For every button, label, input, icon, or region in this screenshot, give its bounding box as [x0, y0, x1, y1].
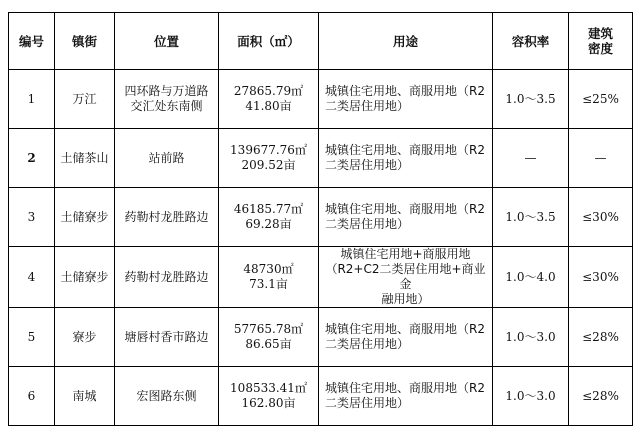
cell-use [319, 308, 493, 367]
cell-use [319, 188, 493, 247]
cell-town: 万江 [55, 70, 115, 129]
cell-id: 3 [9, 188, 55, 247]
cell-town: 土储寮步 [55, 247, 115, 308]
use-line: 二类居住用地） [325, 99, 410, 113]
area-m2: 57765.78㎡ [233, 322, 304, 336]
use-line: 城镇住宅用地、商服用地（R2 [325, 202, 485, 216]
header-location: 位置 [115, 13, 219, 70]
cell-town: 土储寮步 [55, 188, 115, 247]
header-row [9, 13, 633, 70]
use-line: 融用地） [381, 292, 430, 306]
cell-density: ≤30% [569, 247, 633, 308]
location-line: 站前路 [148, 150, 185, 165]
cell-far: 1.0～3.0 [493, 308, 569, 367]
cell-far: 1.0～3.5 [493, 188, 569, 247]
area-m2: 48730㎡ [243, 262, 294, 276]
use-line: 二类居住用地） [325, 337, 410, 351]
header-use: 用途 [319, 13, 493, 70]
header-far: 容积率 [493, 13, 569, 70]
cell-use [319, 70, 493, 129]
location-line: 药勒村龙胜路边 [124, 269, 209, 284]
use-line: 二类居住用地） [325, 217, 410, 231]
location-line: 交汇处东南侧 [130, 99, 203, 113]
table-row [9, 129, 633, 188]
land-parcel-table [8, 12, 633, 426]
cell-area [219, 188, 319, 247]
cell-town: 寮步 [55, 308, 115, 367]
use-line: 城镇住宅用地、商服用地（R2 [325, 84, 485, 98]
cell-area [219, 129, 319, 188]
header-density-line-1: 建筑 [587, 26, 613, 41]
cell-id: 4 [9, 247, 55, 308]
area-m2: 108533.41㎡ [230, 381, 307, 395]
cell-id: 1 [9, 70, 55, 129]
cell-area [219, 308, 319, 367]
use-line: （R2+C2二类居住用地+商业金 [325, 262, 486, 291]
cell-use [319, 367, 493, 426]
cell-town: 南城 [55, 367, 115, 426]
cell-density: ≤25% [569, 70, 633, 129]
use-line: 二类居住用地） [325, 158, 410, 172]
cell-density: — [569, 129, 633, 188]
area-mu: 69.28亩 [245, 217, 292, 231]
location-line: 塘唇村香市路边 [124, 329, 209, 344]
area-m2: 139677.76㎡ [230, 143, 307, 157]
location-line: 四环路与万道路 [124, 84, 209, 98]
use-line: 城镇住宅用地、商服用地（R2 [325, 381, 485, 395]
cell-location [115, 70, 219, 129]
header-density [569, 13, 633, 70]
cell-density: ≤30% [569, 188, 633, 247]
cell-town: 土储茶山 [55, 129, 115, 188]
cell-use [319, 129, 493, 188]
area-m2: 27865.79㎡ [233, 84, 304, 98]
cell-id: 5 [9, 308, 55, 367]
cell-id: 2 [9, 129, 55, 188]
use-line: 城镇住宅用地+商服用地 [340, 247, 471, 261]
cell-far: 1.0～4.0 [493, 247, 569, 308]
area-mu: 41.80亩 [245, 99, 292, 113]
use-line: 城镇住宅用地、商服用地（R2 [325, 322, 485, 336]
cell-area [219, 247, 319, 308]
area-m2: 46185.77㎡ [233, 202, 304, 216]
use-line: 二类居住用地） [325, 396, 410, 410]
area-mu: 162.80亩 [241, 396, 296, 410]
cell-location [115, 308, 219, 367]
header-area: 面积（㎡） [219, 13, 319, 70]
cell-far: 1.0～3.5 [493, 70, 569, 129]
table-row [9, 308, 633, 367]
cell-density: ≤28% [569, 367, 633, 426]
land-table-container [8, 12, 633, 426]
table-row [9, 247, 633, 308]
cell-far: — [493, 129, 569, 188]
table-row [9, 70, 633, 129]
header-id: 编号 [9, 13, 55, 70]
location-line: 宏图路东侧 [136, 388, 197, 403]
cell-location [115, 129, 219, 188]
table-row [9, 367, 633, 426]
cell-use [319, 247, 493, 308]
cell-id: 6 [9, 367, 55, 426]
cell-area [219, 367, 319, 426]
cell-location [115, 367, 219, 426]
area-mu: 209.52亩 [241, 158, 296, 172]
area-mu: 86.65亩 [245, 337, 292, 351]
header-town: 镇街 [55, 13, 115, 70]
cell-location [115, 188, 219, 247]
location-line: 药勒村龙胜路边 [124, 209, 209, 224]
cell-location [115, 247, 219, 308]
table-row [9, 188, 633, 247]
area-mu: 73.1亩 [249, 277, 288, 291]
cell-area [219, 70, 319, 129]
cell-far: 1.0～3.0 [493, 367, 569, 426]
use-line: 城镇住宅用地、商服用地（R2 [325, 143, 485, 157]
cell-density: ≤28% [569, 308, 633, 367]
header-density-line-2: 密度 [587, 41, 613, 56]
